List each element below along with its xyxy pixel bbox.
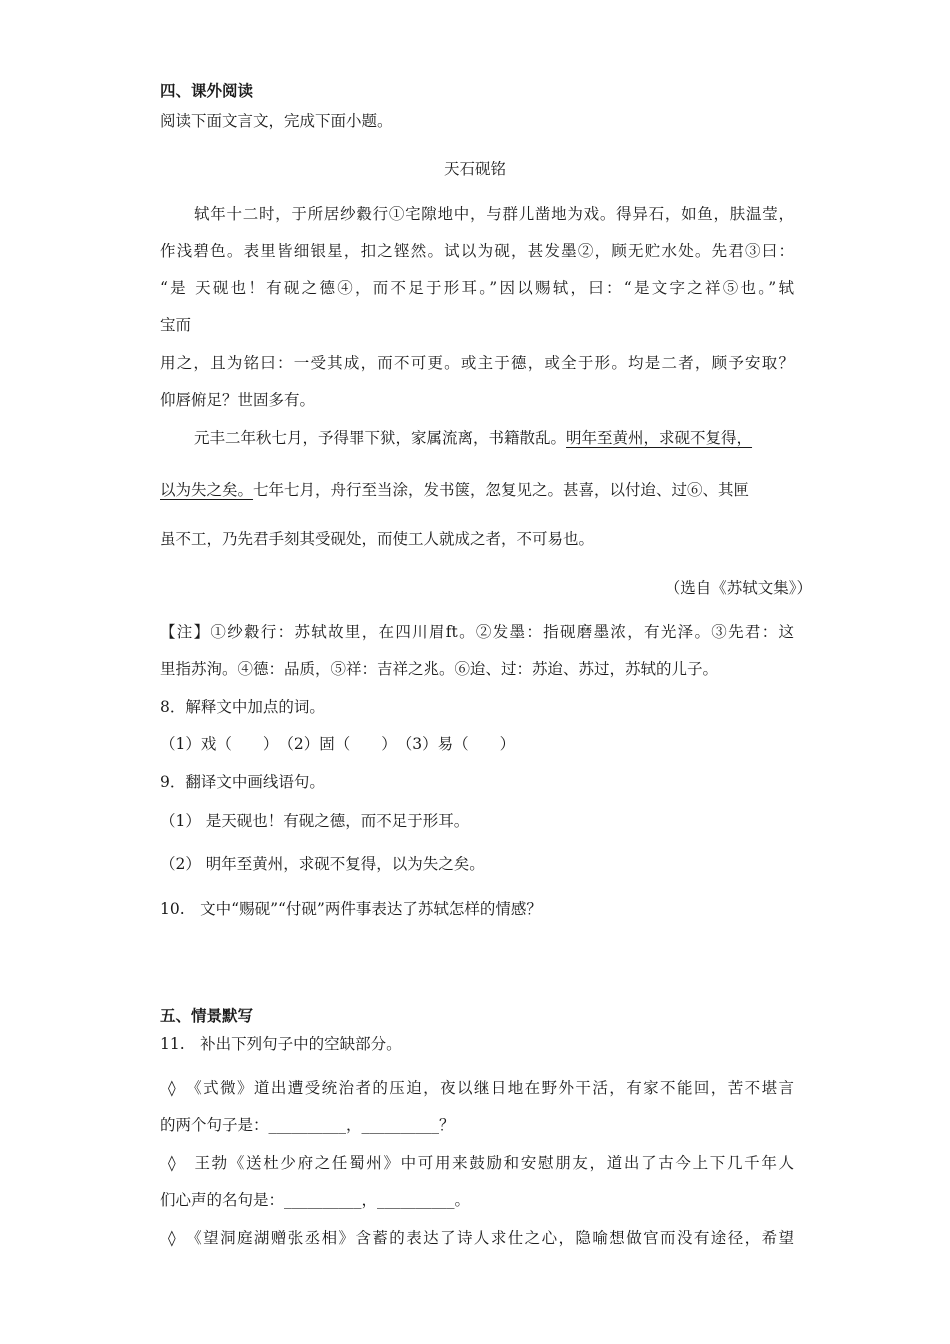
question-8-items: （1）戏（ ） （2）固（ ） （3）易（ ） <box>160 735 516 753</box>
q11-a-line2: 的两个句子是：__________，__________？ <box>160 1116 455 1134</box>
passage-p2-line3: 虽不工，乃先君手刻其受砚处，而使工人就成之者，不可易也。 <box>160 530 595 548</box>
section-5-heading: 五、情景默写 <box>160 1007 254 1025</box>
q11-b-line1: ◊ 王勃《送杜少府之任蜀州》中可用来鼓励和安慰朋友，道出了古今上下几千年人 <box>168 1154 794 1172</box>
passage-p2-text: 七年七月，舟行至当涂，发书箧，忽复见之。甚喜，以付迨、过⑥、其匣 <box>253 481 750 499</box>
question-10: 10. 文中“赐砚”“付砚”两件事表达了苏轼怎样的情感？ <box>160 900 542 918</box>
instruction: 阅读下面文言文，完成下面小题。 <box>160 112 393 130</box>
question-11: 11. 补出下列句子中的空缺部分。 <box>160 1035 402 1053</box>
passage-p1-line1: 轼年十二时，于所居纱縠行①宅隙地中，与群儿凿地为戏。得异石，如鱼，肤温莹， <box>194 205 794 223</box>
underlined-sentence-end: 以为失之矣。 <box>160 481 254 499</box>
passage-p1-line5: 用之，且为铭曰：一受其成，而不可更。或主于德，或全于形。均是二者，顾予安取？ <box>160 354 794 372</box>
question-9-item-2: （2） 明年至黄州，求砚不复得，以为失之矣。 <box>160 855 485 873</box>
question-9: 9．翻译文中画线语句。 <box>160 773 325 791</box>
underlined-sentence: 明年至黄州，求砚不复得， <box>566 429 753 447</box>
question-9-item-1: （1） 是天砚也！有砚之德，而不足于形耳。 <box>160 812 470 830</box>
passage-p1-line2: 作浅碧色。表里皆细银星，扣之铿然。试以为砚，甚发墨②，顾无贮水处。先君③曰： <box>160 242 794 260</box>
q11-b-line2: 们心声的名句是：__________，__________。 <box>160 1191 471 1209</box>
notes-line2: 里指苏洵。④德：品质，⑤祥：吉祥之兆。⑥迨、过：苏迨、苏过，苏轼的儿子。 <box>160 660 719 678</box>
passage-title: 天石砚铭 <box>443 160 506 178</box>
passage-p2-line2 <box>160 479 749 501</box>
notes-line1: 【注】①纱縠行：苏轼故里，在四川眉ft。②发墨：指砚磨墨浓，有光泽。③先君：这 <box>160 623 794 641</box>
q11-c-line1: ◊ 《望洞庭湖赠张丞相》含蓄的表达了诗人求仕之心，隐喻想做官而没有途径，希望 <box>168 1229 794 1247</box>
q11-a-line1: ◊ 《式微》道出遭受统治者的压迫，夜以继日地在野外干活，有家不能回，苦不堪言 <box>168 1079 794 1097</box>
source-citation: （选自《苏轼文集》） <box>664 579 812 597</box>
passage-p1-line6: 仰唇俯足？世固多有。 <box>160 391 316 409</box>
section-4-heading: 四、课外阅读 <box>160 82 254 100</box>
passage-p2-line1 <box>194 427 752 449</box>
question-8: 8．解释文中加点的词。 <box>160 698 325 716</box>
passage-p1-line3: “是 天砚也！有砚之德④，而不足于形耳。”因以赐轼，曰：“是文字之祥⑤也。”轼 <box>160 279 794 297</box>
passage-p2-text: 元丰二年秋七月，予得罪下狱，家属流离，书籍散乱。 <box>194 429 567 447</box>
passage-p1-line4: 宝而 <box>160 316 192 334</box>
